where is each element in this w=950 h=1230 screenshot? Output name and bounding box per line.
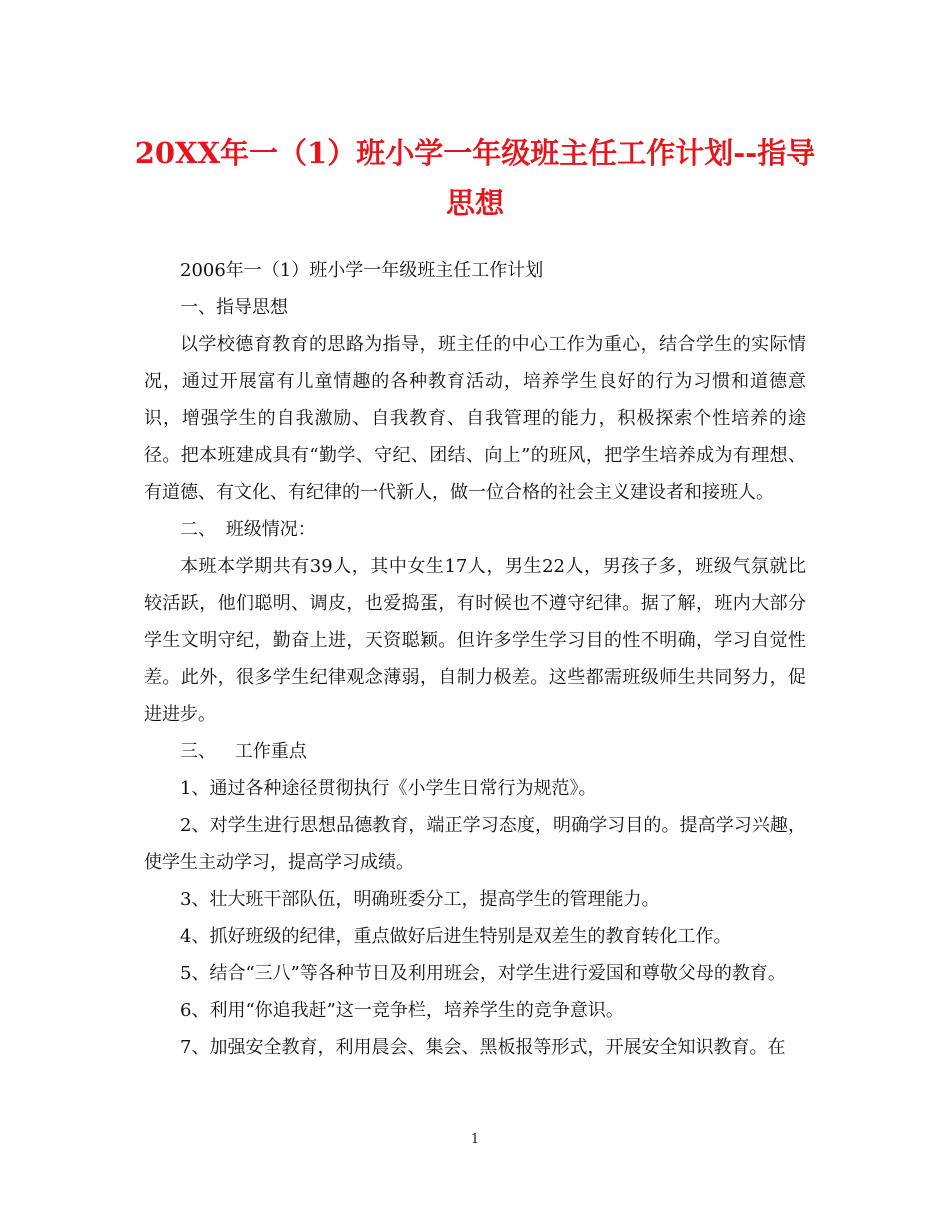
work-item-6: 6、利用“你追我赶”这一竞争栏，培养学生的竞争意识。 <box>180 1000 624 1021</box>
work-item-5: 5、结合“三八”等各种节日及利用班会，对学生进行爱国和尊敬父母的教育。 <box>180 963 786 984</box>
work-item-7: 7、加强安全教育，利用晨会、集会、黑板报等形式，开展安全知识教育。在 <box>180 1037 786 1058</box>
page-number: 1 <box>470 1132 480 1147</box>
work-item-4: 4、抓好班级的纪律，重点做好后进生特别是双差生的教育转化工作。 <box>180 926 732 947</box>
paragraph-class-situation: 本班本学期共有39人，其中女生17人，男生22人，男孩子多，班级气氛就比较活跃，他们聪明、调皮，也爱捣蛋，有时候也不遵守纪律。据了解，班内大部分学生文明守纪，勤奋上进，天资聪颖。但许多学生学习目的性不明确，学习自觉性差。此外，很多学生纪律观念薄弱，自制力极差。这些都需班级师生共同努力，促进进步。 <box>144 556 806 725</box>
section-heading-class-situation: 二、 班级情况： <box>180 519 316 540</box>
section-heading-work-focus: 三、 工作重点 <box>180 741 307 762</box>
work-item-3: 3、壮大班干部队伍，明确班委分工，提高学生的管理能力。 <box>180 889 660 910</box>
document-title: 20XX年一（1）班小学一年级班主任工作计划--指导思想 <box>134 136 816 220</box>
work-item-1: 1、通过各种途径贯彻执行《小学生日常行为规范》。 <box>180 778 597 799</box>
plan-subtitle: 2006年一（1）班小学一年级班主任工作计划 <box>180 260 544 281</box>
paragraph-guiding-ideology: 以学校德育教育的思路为指导，班主任的中心工作为重心，结合学生的实际情况，通过开展富有儿童情趣的各种教育活动，培养学生良好的行为习惯和道德意识，增强学生的自我激励、自我教育、自我管理的能力，积极探索个性培养的途径。把本班建成具有“勤学、守纪、团结、向上”的班风，把学生培养成为有理想、有道德、有文化、有纪律的一代新人，做一位合格的社会主义建设者和接班人。 <box>144 334 806 503</box>
work-item-2: 2、对学生进行思想品德教育，端正学习态度，明确学习目的。提高学习兴趣，使学生主动学习，提高学习成绩。 <box>144 815 806 873</box>
document-body <box>144 252 806 1066</box>
section-heading-guiding-ideology: 一、指导思想 <box>180 297 288 318</box>
